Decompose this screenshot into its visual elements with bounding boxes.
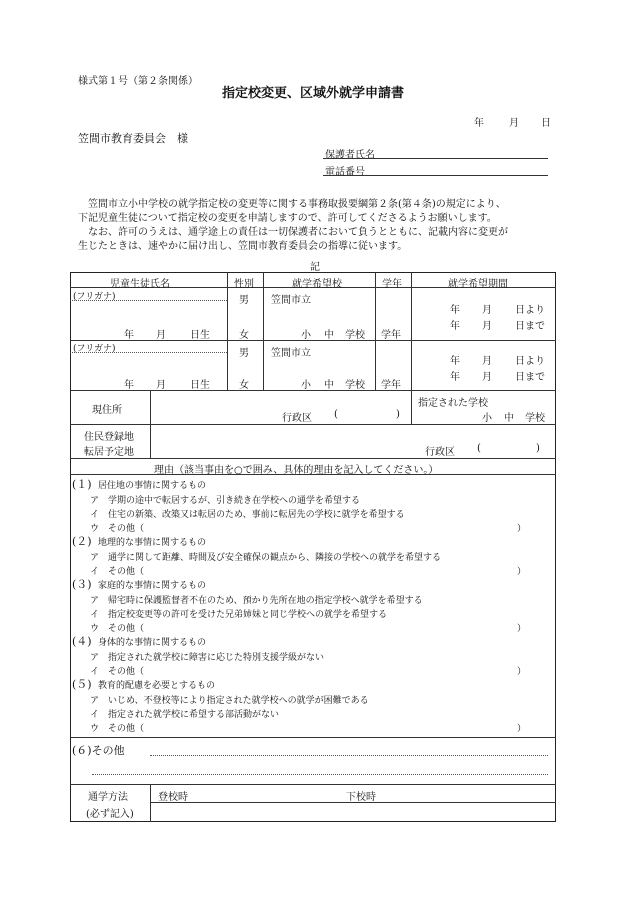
intro-line-3: なお、許可のうえは、通学途上の責任は一切保護者において負うとともに、記載内容に変更が: [88, 227, 508, 238]
period-from-month-1: 月: [482, 305, 492, 316]
ki-label: 記: [310, 262, 320, 273]
address-ward-label: 行政区: [282, 413, 312, 424]
reason-1-title: 居住地の事情に関するもの: [98, 481, 207, 491]
female-option-1[interactable]: 女: [239, 330, 249, 341]
period-from-year-1: 年: [450, 305, 460, 316]
reason-5-u[interactable]: ウ その他（: [90, 724, 145, 734]
reason-1-a[interactable]: ア 学期の途中で転居するが、引き続き在学校への通学を希望する: [90, 496, 361, 506]
birth-month-1: 月: [156, 330, 166, 341]
commute-required-note: (必ず記入): [86, 809, 134, 820]
from-school-label: 下校時: [346, 792, 376, 803]
reason-2-number[interactable]: (２): [72, 535, 92, 548]
period-from-year-2: 年: [450, 356, 460, 367]
date-month: 月: [509, 118, 519, 129]
period-to-year-1: 年: [450, 321, 460, 332]
designated-school-label: 指定された学校: [418, 398, 488, 409]
to-school-label: 登校時: [158, 792, 188, 803]
reason-5-u-close: ）: [517, 724, 527, 734]
reason-6-line-1[interactable]: [150, 755, 548, 756]
reason-3-title: 家庭的な事情に関するもの: [98, 581, 207, 591]
resident-ward-open: (: [477, 443, 481, 454]
reason-4-i-close: ）: [517, 667, 527, 677]
reason-1-i[interactable]: イ 住宅の新築、改築又は転居のため、事前に転居先の学校に就学を希望する: [90, 510, 405, 520]
period-to-day-1: 日まで: [515, 321, 545, 332]
resident-ward-close: ): [536, 443, 540, 454]
birth-year-2: 年: [124, 380, 134, 391]
reason-6-line-2[interactable]: [92, 774, 548, 775]
school-suffix-2: 学校: [345, 380, 365, 391]
period-from-month-2: 月: [482, 356, 492, 367]
birth-day-2: 日生: [190, 380, 210, 391]
reason-5-title: 教育的配慮を必要とするもの: [98, 681, 216, 691]
guardian-name-field[interactable]: [323, 158, 548, 159]
birth-month-2: 月: [156, 380, 166, 391]
header-student-name: 児童生徒氏名: [110, 279, 170, 290]
reason-4-title: 身体的な事情に関するもの: [98, 638, 207, 648]
header-sex: 性別: [234, 279, 254, 290]
reason-2-i[interactable]: イ その他（: [90, 567, 145, 577]
header-grade: 学年: [382, 279, 402, 290]
current-address-label: 現住所: [92, 405, 122, 416]
reason-4-number[interactable]: (４): [72, 635, 92, 648]
date-year: 年: [474, 118, 484, 129]
moving-destination-label: 転居予定地: [84, 447, 134, 458]
school-suffix-1: 学校: [345, 330, 365, 341]
grade-label-1: 学年: [381, 330, 401, 341]
reason-2-title: 地理的な事情に関するもの: [98, 538, 207, 548]
guardian-name-label: 保護者氏名: [325, 150, 375, 161]
period-from-day-1: 日より: [515, 305, 545, 316]
birth-day-1: 日生: [190, 330, 210, 341]
grade-label-2: 学年: [381, 380, 401, 391]
header-school: 就学希望校: [292, 279, 342, 290]
junior-high-option-2[interactable]: 中: [324, 380, 334, 391]
male-option-1[interactable]: 男: [239, 295, 249, 306]
period-to-day-2: 日まで: [515, 372, 545, 383]
elementary-option-2[interactable]: 小: [301, 380, 311, 391]
reason-header: 理由（該当事由を○で囲み、具体的理由を記入してください。）: [154, 465, 439, 476]
elementary-option-1[interactable]: 小: [301, 330, 311, 341]
furigana-label-1: (フリガナ): [73, 292, 116, 302]
resident-registration-label: 住民登録地: [84, 432, 134, 443]
date-day: 日: [541, 118, 551, 129]
period-to-month-1: 月: [482, 321, 492, 332]
designated-school-suffix: 学校: [525, 413, 545, 424]
reason-4-i[interactable]: イ その他（: [90, 667, 145, 677]
resident-ward-label: 行政区: [425, 447, 455, 458]
period-to-year-2: 年: [450, 372, 460, 383]
address-ward-close: ): [396, 409, 400, 420]
reason-1-u-close: ）: [517, 524, 527, 534]
addressee: 笠間市教育委員会 様: [78, 132, 188, 145]
phone-label: 電話番号: [325, 167, 365, 178]
reason-3-number[interactable]: (３): [72, 578, 92, 591]
reason-3-i[interactable]: イ 指定校変更等の許可を受けた兄弟姉妹と同じ学校への就学を希望する: [90, 610, 388, 620]
birth-year-1: 年: [124, 330, 134, 341]
reason-6-label[interactable]: (６)その他: [72, 744, 125, 757]
reason-5-number[interactable]: (５): [72, 678, 92, 691]
reason-1-u[interactable]: ウ その他（: [90, 524, 145, 534]
female-option-2[interactable]: 女: [239, 380, 249, 391]
reason-3-a[interactable]: ア 帰宅時に保護監督者不在のため、預かり先所在地の指定学校へ就学を希望する: [90, 596, 423, 606]
page-title: 指定校変更、区域外就学申請書: [222, 86, 405, 101]
period-from-day-2: 日より: [515, 356, 545, 367]
commute-method-label: 通学方法: [88, 792, 128, 803]
city-label-1: 笠間市立: [271, 295, 311, 306]
intro-line-1: 笠間市立小中学校の就学指定校の変更等に関する事務取扱要綱第２条(第４条)の規定により、: [88, 199, 506, 210]
male-option-2[interactable]: 男: [239, 348, 249, 359]
address-ward-open: (: [334, 409, 338, 420]
junior-high-option-1[interactable]: 中: [324, 330, 334, 341]
reason-2-i-close: ）: [517, 567, 527, 577]
reason-2-a[interactable]: ア 通学に関して距離、時間及び安全確保の観点から、隣接の学校への就学を希望する: [90, 553, 442, 563]
reason-4-a[interactable]: ア 指定された就学校に障害に応じた特別支援学級がない: [90, 653, 325, 663]
furigana-label-2: (フリガナ): [73, 344, 116, 354]
city-label-2: 笠間市立: [271, 348, 311, 359]
header-period: 就学希望期間: [448, 279, 508, 290]
reason-1-number[interactable]: (１): [72, 478, 92, 491]
phone-field[interactable]: [323, 175, 548, 176]
reason-3-u-close: ）: [517, 624, 527, 634]
reason-5-i[interactable]: イ 指定された就学校に希望する部活動がない: [90, 710, 280, 720]
reason-3-u[interactable]: ウ その他（: [90, 624, 145, 634]
designated-junior-high[interactable]: 中: [504, 413, 514, 424]
form-number: 様式第１号（第２条関係）: [78, 76, 198, 87]
period-to-month-2: 月: [482, 372, 492, 383]
intro-line-4: 生じたときは、速やかに届け出し、笠間市教育委員会の指導に従います。: [78, 241, 408, 252]
reason-5-a[interactable]: ア いじめ、不登校等により指定された就学校への就学が困難である: [90, 696, 369, 706]
intro-line-2: 下記児童生徒について指定校の変更を申請しますので、許可してくださるようお願いします。: [78, 213, 497, 224]
designated-elementary[interactable]: 小: [482, 413, 492, 424]
